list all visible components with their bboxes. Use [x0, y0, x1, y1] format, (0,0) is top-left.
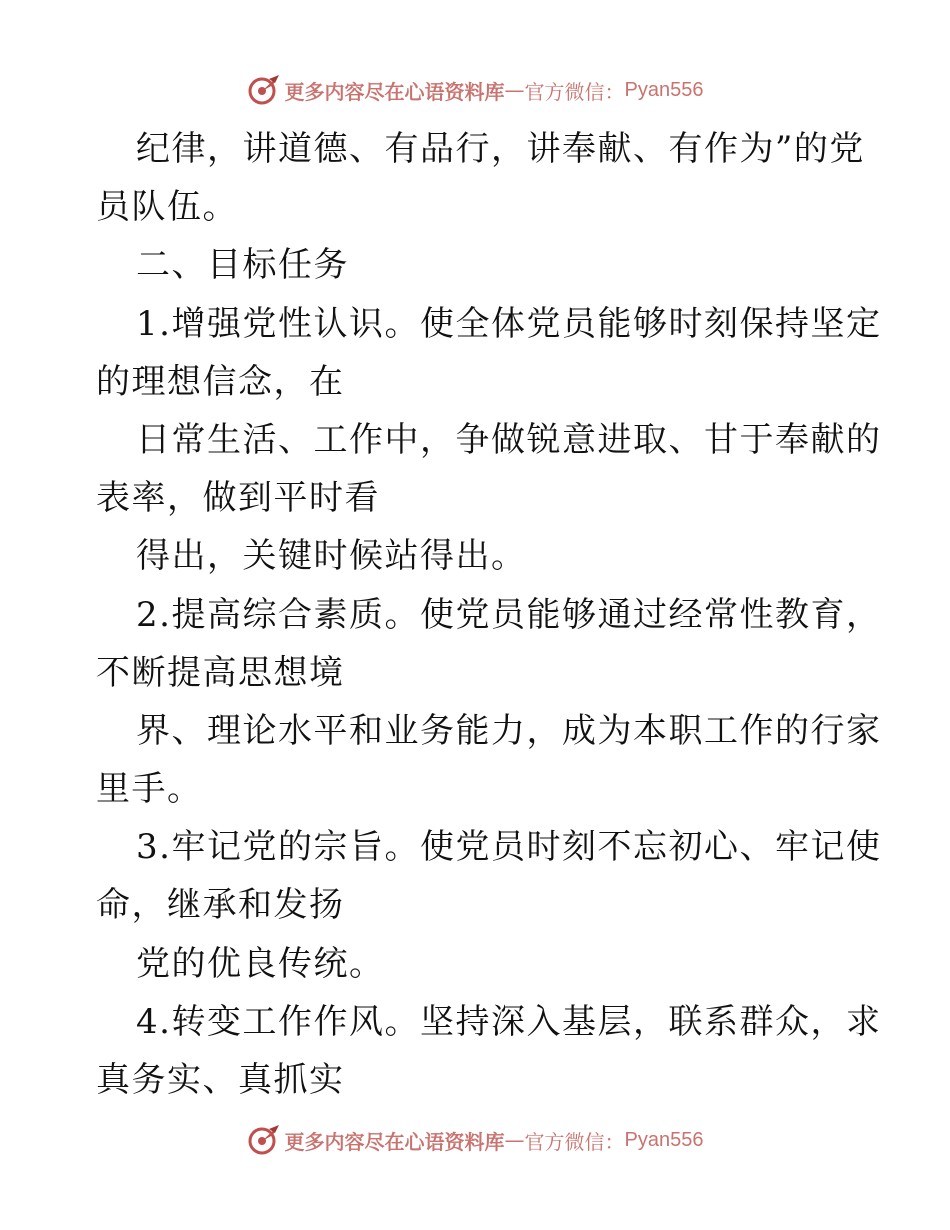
footer-separator: — [504, 1128, 525, 1152]
text-line: 界、理论水平和业务能力，成为本职工作的行家 [136, 710, 882, 751]
text-line: 得出，关键时候站得出。 [136, 536, 527, 577]
text-line: 不断提高思想境 [96, 652, 345, 693]
text-line: 党的优良传统。 [136, 943, 385, 984]
text-line: 表率，做到平时看 [96, 478, 380, 519]
text-line: 员队伍。 [96, 187, 238, 228]
footer-title: 更多内容尽在心语资料库 [284, 1129, 505, 1154]
header-banner [0, 70, 950, 110]
section-heading: 二、目标任务 [136, 245, 349, 286]
text-line: 的理想信念，在 [96, 361, 345, 402]
footer-wechat-id: Pyan556 [624, 1128, 704, 1151]
header-separator: — [504, 78, 525, 102]
text-line: 2.提高综合素质。使党员能够通过经常性教育， [136, 594, 882, 635]
text-line: 里手。 [96, 769, 203, 810]
text-line: 3.牢记党的宗旨。使党员时刻不忘初心、牢记使 [136, 827, 882, 868]
text-line: 纪律，讲道德、有品行，讲奉献、有作为”的党 [136, 129, 865, 169]
header-wechat-id: Pyan556 [624, 78, 704, 101]
footer-banner [0, 1120, 950, 1160]
quill-logo-icon [247, 73, 281, 107]
document-body [96, 120, 882, 1109]
text-line: 日常生活、工作中，争做锐意进取、甘于奉献的 [136, 419, 882, 460]
footer-wechat-label: 官方微信： [524, 1129, 625, 1154]
header-title: 更多内容尽在心语资料库 [284, 79, 505, 104]
text-line: 4.转变工作作风。坚持深入基层，联系群众，求 [136, 1001, 882, 1042]
text-line: 1.增强党性认识。使全体党员能够时刻保持坚定 [136, 303, 882, 344]
text-line: 真务实、真抓实 [96, 1060, 345, 1100]
quill-logo-icon [247, 1123, 281, 1157]
header-wechat-label: 官方微信： [524, 79, 625, 104]
text-line: 命，继承和发扬 [96, 885, 345, 926]
